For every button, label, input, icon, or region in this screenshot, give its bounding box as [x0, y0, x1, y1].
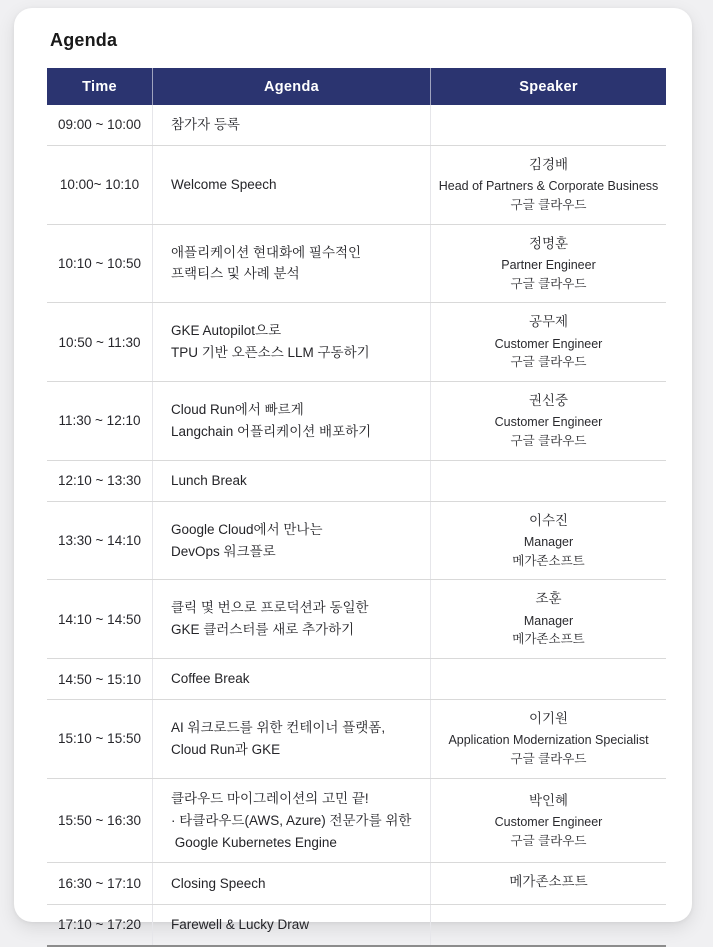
speaker-detail: 메가존소프트 [512, 632, 585, 647]
time-cell: 15:10 ~ 15:50 [47, 700, 153, 778]
speaker-detail: 구글 클라우드 [510, 355, 587, 370]
speaker-detail: Application Modernization Specialist [448, 733, 649, 748]
agenda-line: Closing Speech [171, 875, 266, 891]
agenda-line: AI 워크로드를 위한 컨테이너 플랫폼, [171, 720, 386, 736]
table-row [47, 863, 666, 904]
agenda-line: Cloud Run에서 빠르게 [171, 402, 304, 418]
speaker-detail: 구글 클라우드 [510, 833, 587, 848]
agenda-line: DevOps 워크플로 [171, 543, 276, 559]
speaker-detail: 구글 클라우드 [510, 276, 587, 291]
table-header-row [47, 68, 666, 105]
time-cell: 11:30 ~ 12:10 [47, 382, 153, 460]
page-title: Agenda [50, 30, 118, 50]
time-cell: 12:10 ~ 13:30 [47, 461, 153, 501]
speaker-detail: 구글 클라우드 [510, 752, 587, 767]
agenda-cell [153, 700, 431, 778]
agenda-card [14, 8, 692, 933]
agenda-line: Welcome Speech [171, 176, 277, 192]
agenda-line: Langchain 어플리케이션 배포하기 [171, 423, 372, 439]
time-cell: 10:50 ~ 11:30 [47, 303, 153, 381]
time-cell: 14:50 ~ 15:10 [47, 659, 153, 699]
speaker-cell [431, 105, 666, 145]
speaker-detail: 메가존소프트 [512, 553, 585, 568]
speaker-cell [431, 779, 666, 863]
speaker-name: 메가존소프트 [509, 874, 588, 890]
agenda-line: 클릭 몇 번으로 프로덕션과 동일한 [171, 600, 369, 616]
agenda-line: Google Cloud에서 만나는 [171, 521, 323, 537]
agenda-cell [153, 146, 431, 224]
table-row [47, 502, 666, 581]
speaker-name: 이기원 [528, 711, 569, 727]
agenda-cell [153, 659, 431, 699]
agenda-line: TPU 기반 오픈소스 LLM 구동하기 [171, 345, 370, 361]
speaker-cell [431, 225, 666, 303]
agenda-line: Coffee Break [171, 671, 250, 687]
speaker-cell [431, 580, 666, 658]
agenda-cell [153, 863, 431, 903]
agenda-line: GKE 클러스터를 새로 추가하기 [171, 622, 355, 638]
speaker-cell [431, 905, 666, 945]
agenda-line: Google Kubernetes Engine [171, 834, 337, 850]
speaker-cell [431, 863, 666, 903]
table-row [47, 700, 666, 779]
speaker-detail: 구글 클라우드 [510, 434, 587, 449]
agenda-cell [153, 905, 431, 945]
speaker-detail: Customer Engineer [494, 415, 603, 430]
time-cell: 14:10 ~ 14:50 [47, 580, 153, 658]
agenda-cell [153, 461, 431, 501]
agenda-cell [153, 225, 431, 303]
speaker-cell [431, 700, 666, 778]
agenda-line: 프랙티스 및 사례 분석 [171, 266, 300, 282]
speaker-name: 김경배 [528, 156, 569, 172]
header-speaker: Speaker [519, 78, 578, 95]
agenda-cell [153, 105, 431, 145]
speaker-name: 이수진 [528, 512, 569, 528]
agenda-cell [153, 502, 431, 580]
time-cell: 10:00~ 10:10 [47, 146, 153, 224]
table-row [47, 779, 666, 864]
table-row [47, 303, 666, 382]
speaker-cell [431, 303, 666, 381]
speaker-detail: Manager [523, 534, 574, 549]
speaker-detail: Manager [523, 613, 574, 628]
table-row [47, 905, 666, 945]
table-row [47, 146, 666, 225]
speaker-name: 박인혜 [528, 792, 569, 808]
time-cell: 13:30 ~ 14:10 [47, 502, 153, 580]
speaker-cell [431, 659, 666, 699]
agenda-line: 참가자 등록 [171, 117, 240, 132]
table-row [47, 382, 666, 461]
speaker-cell [431, 502, 666, 580]
agenda-line: Cloud Run과 GKE [171, 741, 281, 757]
speaker-cell [431, 382, 666, 460]
agenda-line: · 타클라우드(AWS, Azure) 전문가를 위한 [171, 812, 412, 828]
header-time: Time [47, 68, 153, 105]
speaker-name: 정명훈 [528, 235, 569, 251]
speaker-name: 조훈 [535, 591, 562, 607]
speaker-detail: Customer Engineer [494, 336, 603, 351]
time-cell: 17:10 ~ 17:20 [47, 905, 153, 945]
table-row [47, 225, 666, 304]
agenda-line: 애플리케이션 현대화에 필수적인 [171, 244, 362, 260]
agenda-cell [153, 779, 431, 863]
speaker-detail: 구글 클라우드 [510, 197, 587, 212]
table-row [47, 580, 666, 659]
agenda-line: Farewell & Lucky Draw [171, 916, 310, 932]
speaker-detail: Customer Engineer [494, 814, 603, 829]
speaker-name: 공무제 [528, 314, 569, 330]
agenda-line: 클라우드 마이그레이션의 고민 끝! [171, 790, 369, 806]
time-cell: 09:00 ~ 10:00 [47, 105, 153, 145]
table-row [47, 105, 666, 146]
table-row [47, 659, 666, 700]
agenda-cell [153, 382, 431, 460]
time-cell: 10:10 ~ 10:50 [47, 225, 153, 303]
time-cell: 16:30 ~ 17:10 [47, 863, 153, 903]
agenda-table-body [47, 105, 666, 947]
agenda-table [47, 68, 666, 947]
speaker-detail: Partner Engineer [501, 257, 596, 272]
agenda-line: Lunch Break [171, 472, 247, 488]
table-row [47, 461, 666, 502]
agenda-line: GKE Autopilot으로 [171, 323, 282, 339]
header-agenda: Agenda [153, 68, 431, 105]
speaker-detail: Head of Partners & Corporate Business [438, 179, 659, 194]
speaker-name: 권신중 [528, 393, 569, 409]
speaker-cell [431, 146, 666, 224]
agenda-cell [153, 580, 431, 658]
speaker-cell [431, 461, 666, 501]
agenda-cell [153, 303, 431, 381]
time-cell: 15:50 ~ 16:30 [47, 779, 153, 863]
